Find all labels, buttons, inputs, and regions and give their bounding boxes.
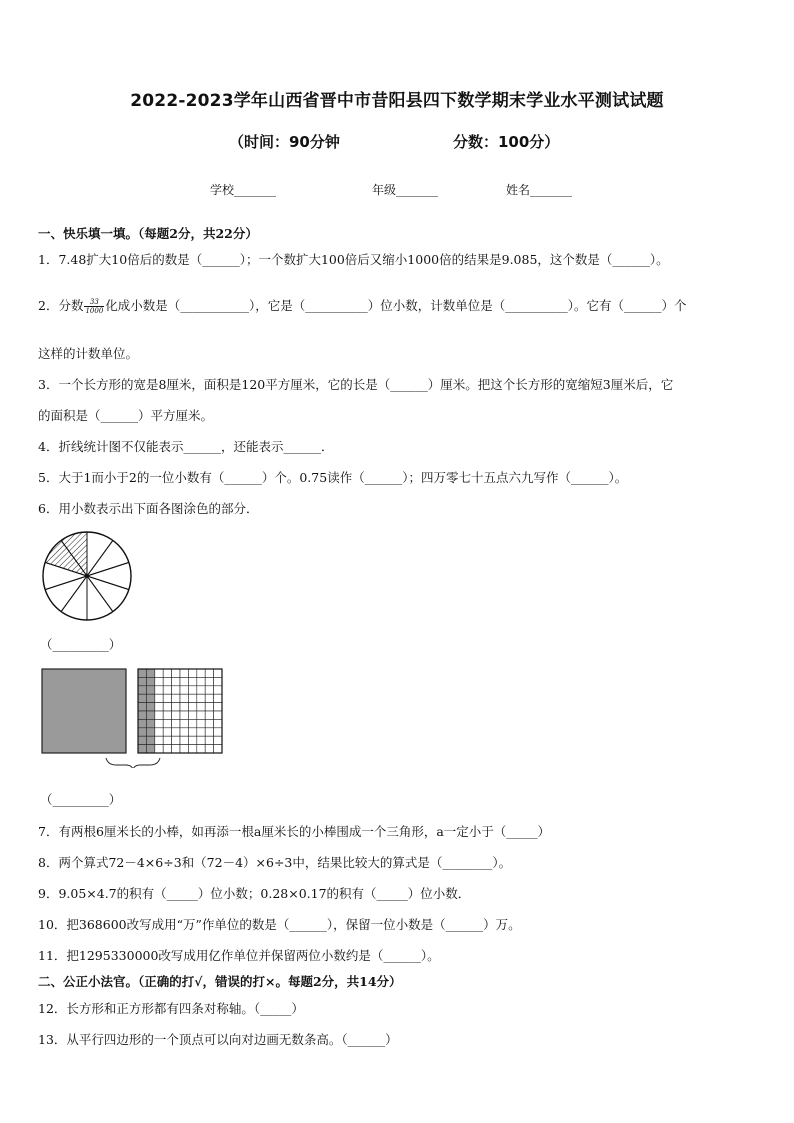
question-3: 3．一个长方形的宽是8厘米，面积是120平方厘米，它的长是（______）厘米。把这个长方形的宽缩短3厘米后，它 [38, 377, 674, 392]
question-1: 1．7.48扩大10倍后的数是（______）；一个数扩大100倍后又缩小1000倍的结果是9.085，这个数是（______）。 [38, 252, 669, 267]
grid-cell-shaded [146, 745, 154, 753]
grid-cell-shaded [138, 703, 146, 711]
grid-cell [205, 711, 213, 719]
fraction [84, 298, 104, 315]
grid-cell [214, 677, 222, 685]
section-heading-1: 一、快乐填一填。（每题2分，共22分） [38, 226, 258, 241]
grid-cell [180, 686, 188, 694]
question-10: 10．把368600改写成用“万”作单位的数是（______），保留一位小数是（______）万。 [38, 917, 521, 932]
grid-cell-shaded [138, 719, 146, 727]
grid-cell [155, 686, 163, 694]
grid-cell-shaded [138, 736, 146, 744]
grid-cell [163, 711, 171, 719]
question-8: 8．两个算式72－4×6÷3和（72－4）×6÷3中，结果比较大的算式是（________）。 [38, 855, 512, 870]
grid-cell [205, 719, 213, 727]
grid-cell [197, 745, 205, 753]
question-4: 4．折线统计图不仅能表示______，还能表示______． [38, 439, 334, 454]
grid-cell [172, 728, 180, 736]
grid-cell-shaded [138, 694, 146, 702]
grid-cell [180, 703, 188, 711]
grid-cell [163, 703, 171, 711]
grid-cell [214, 736, 222, 744]
grid-cell [188, 703, 196, 711]
grid-cell [214, 669, 222, 677]
circle-sector [45, 576, 87, 612]
question-2 [38, 296, 687, 315]
grid-cell [180, 736, 188, 744]
grid-cell [163, 728, 171, 736]
question-12: 12．长方形和正方形都有四条对称轴。（_____） [38, 1001, 304, 1016]
answer-blank-squares[interactable]: （_________） [40, 792, 122, 807]
grid-cell [214, 694, 222, 702]
grid-cell [214, 686, 222, 694]
grid-cell [188, 719, 196, 727]
school-field[interactable]: 学校_______ [210, 183, 277, 197]
grid-cell [155, 719, 163, 727]
fraction-denominator: 1000 [85, 307, 104, 315]
grid-cell [163, 694, 171, 702]
grid-cell-shaded [146, 669, 154, 677]
question-6: 6．用小数表示出下面各图涂色的部分． [38, 501, 259, 516]
grid-cell-shaded [146, 694, 154, 702]
grid-cell [205, 728, 213, 736]
grid-cell [163, 719, 171, 727]
grid-cell [180, 719, 188, 727]
grid-cell-shaded [138, 669, 146, 677]
grid-cell [205, 677, 213, 685]
grid-cell-shaded [138, 745, 146, 753]
grid-cell-shaded [146, 686, 154, 694]
grid-cell [205, 736, 213, 744]
grid-cell [172, 669, 180, 677]
grid-cell [172, 736, 180, 744]
grid-cell-shaded [138, 686, 146, 694]
fraction-numerator: 33 [84, 298, 104, 307]
grid-cell [197, 686, 205, 694]
question-3-continued: 的面积是（______）平方厘米。 [38, 408, 214, 423]
grid-cell [180, 669, 188, 677]
grid-cell [155, 745, 163, 753]
answer-blank-circle[interactable]: （_________） [40, 637, 122, 652]
circle-sector [87, 576, 129, 612]
grid-cell [188, 745, 196, 753]
grid-cell [172, 719, 180, 727]
grid-cell [172, 686, 180, 694]
grid-cell-shaded [146, 736, 154, 744]
grid-cell [172, 694, 180, 702]
question-2-prefix: 2．分数 [38, 298, 84, 313]
grid-cell [180, 677, 188, 685]
grid-cell-shaded [138, 711, 146, 719]
grid-cell [188, 736, 196, 744]
grid-cell [197, 728, 205, 736]
brace [106, 758, 160, 768]
grid-cell [197, 669, 205, 677]
grid-cell [188, 728, 196, 736]
grid-cell [180, 694, 188, 702]
grid-cell [155, 703, 163, 711]
grid-cell-shaded [146, 703, 154, 711]
grid-cell [163, 677, 171, 685]
question-7: 7．有两根6厘米长的小棒，如再添一根a厘米长的小棒围成一个三角形，a一定小于（_____） [38, 824, 551, 839]
grid-cell [155, 711, 163, 719]
grid-cell [172, 677, 180, 685]
grid-square [138, 669, 222, 753]
grid-cell-shaded [146, 719, 154, 727]
grid-cell [180, 711, 188, 719]
question-9: 9．9.05×4.7的积有（_____）位小数；0.28×0.17的积有（_____）位小数． [38, 886, 471, 901]
grid-cell [214, 703, 222, 711]
question-2-continued: 这样的计数单位。 [38, 346, 139, 361]
grid-cell-shaded [138, 728, 146, 736]
exam-time: （时间：90分钟 [229, 133, 340, 151]
grid-cell [155, 736, 163, 744]
grid-cell [180, 728, 188, 736]
grid-cell [214, 719, 222, 727]
grid-cell [163, 745, 171, 753]
grid-cell [155, 728, 163, 736]
question-11: 11．把1295330000改写成用亿作单位并保留两位小数约是（______）。 [38, 948, 440, 963]
grid-cell [163, 669, 171, 677]
grid-cell-shaded [146, 711, 154, 719]
grid-cell [214, 711, 222, 719]
grid-cell [172, 703, 180, 711]
grid-cell [155, 677, 163, 685]
question-13: 13．从平行四边形的一个顶点可以向对边画无数条高。（______） [38, 1032, 398, 1047]
grid-cell [214, 728, 222, 736]
grid-cell [180, 745, 188, 753]
question-5: 5．大于1而小于2的一位小数有（______）个。0.75读作（______）；四万零七十五点六九写作（______）。 [38, 470, 628, 485]
grid-cell-shaded [146, 728, 154, 736]
grid-cell [188, 694, 196, 702]
grid-cell [197, 703, 205, 711]
grid-cell [163, 736, 171, 744]
grid-cell [205, 703, 213, 711]
grid-cell [188, 669, 196, 677]
section-heading-2: 二、公正小法官。（正确的打√，错误的打×。每题2分，共14分） [38, 974, 402, 989]
name-field[interactable]: 姓名_______ [506, 183, 573, 197]
grid-cell [205, 686, 213, 694]
grid-cell [197, 719, 205, 727]
shaded-whole-square [42, 669, 126, 753]
question-2-suffix: 化成小数是（___________），它是（__________）位小数，计数单位是（__________）。它有（______）个 [105, 298, 687, 313]
grid-cell-shaded [146, 677, 154, 685]
grid-cell [172, 745, 180, 753]
grid-cell [197, 736, 205, 744]
square-figure [40, 668, 240, 768]
grid-cell [197, 677, 205, 685]
grid-cell [155, 669, 163, 677]
grid-cell [205, 694, 213, 702]
grade-field[interactable]: 年级_______ [372, 183, 439, 197]
grid-cell [188, 711, 196, 719]
circle-sector [87, 540, 129, 576]
grid-cell-shaded [138, 677, 146, 685]
exam-score: 分数：100分） [453, 133, 560, 151]
grid-cell [205, 745, 213, 753]
grid-cell [205, 669, 213, 677]
grid-cell [188, 677, 196, 685]
grid-cell [163, 686, 171, 694]
grid-cell [155, 694, 163, 702]
grid-cell [197, 711, 205, 719]
grid-cell [197, 694, 205, 702]
grid-cell [188, 686, 196, 694]
circle-figure [40, 529, 134, 623]
page-title: 2022-2023学年山西省晋中市昔阳县四下数学期末学业水平测试试题 [130, 91, 664, 111]
grid-cell [172, 711, 180, 719]
grid-cell [214, 745, 222, 753]
